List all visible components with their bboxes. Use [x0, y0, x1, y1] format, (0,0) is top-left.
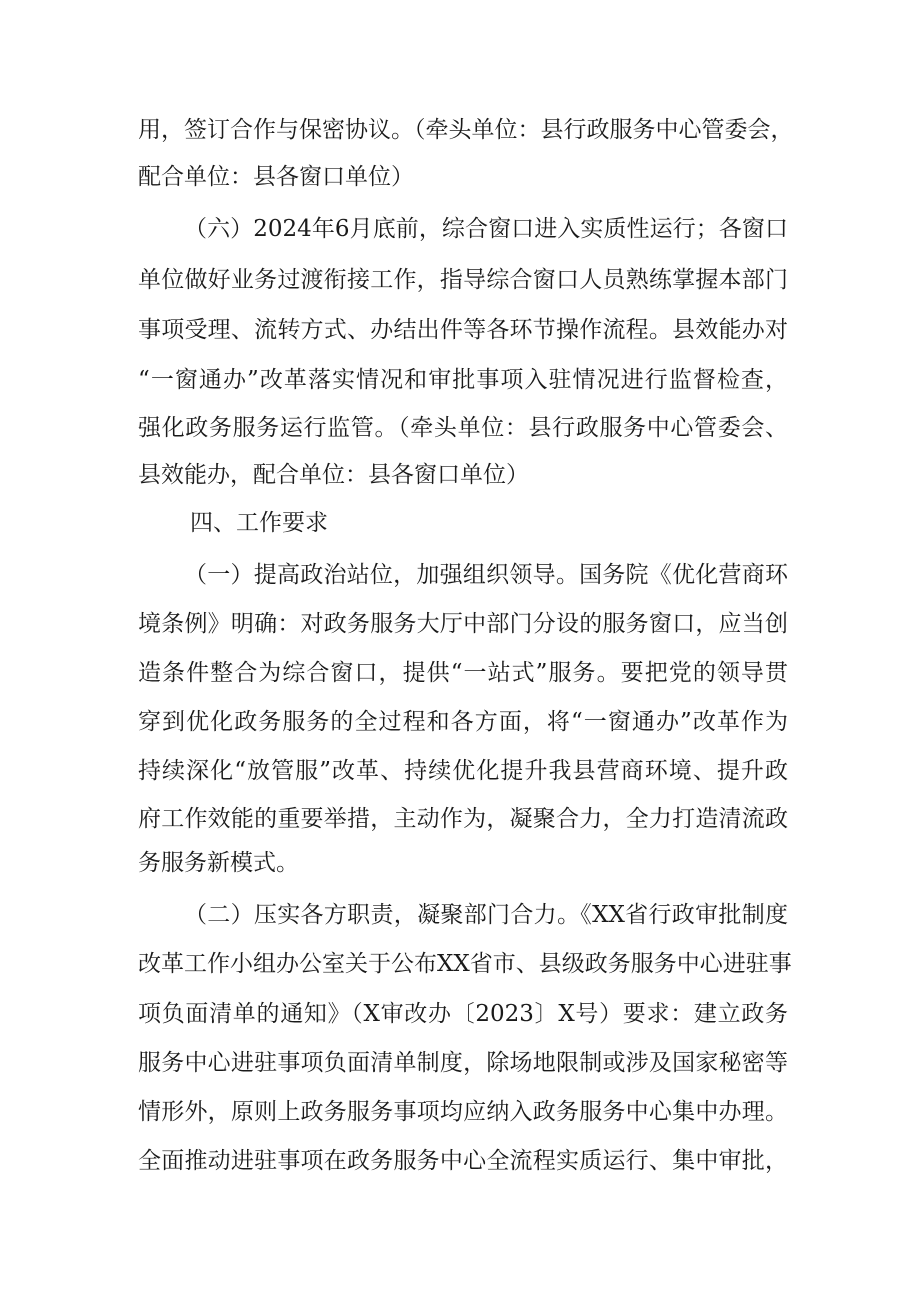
text-line: 县效能办，配合单位：县各窗口单位） [138, 462, 529, 488]
text-line: 府工作效能的重要举措，主动作为，凝聚合力，全力打造清流政 [138, 806, 788, 832]
text-line: “一窗通办”改革落实情况和审批事项入驻情况进行监督检查， [138, 367, 788, 393]
text-line: 服务中心进驻事项负面清单制度，除场地限制或涉及国家秘密等 [138, 1050, 788, 1076]
text-line: 用，签订合作与保密协议。（牵头单位：县行政服务中心管委会， [138, 117, 794, 143]
text-line: 境条例》明确：对政务服务大厅中部门分设的服务窗口，应当创 [138, 611, 788, 637]
text-line: 事项受理、流转方式、办结出件等各环节操作流程。县效能办对 [138, 317, 788, 343]
section-heading: 四、工作要求 [190, 510, 328, 536]
text-line: 单位做好业务过渡衔接工作，指导综合窗口人员熟练掌握本部门 [138, 267, 788, 293]
text-line: 改革工作小组办公室关于公布XX省市、县级政务服务中心进驻事 [138, 951, 792, 977]
text-line: 强化政务服务运行监管。（牵头单位：县行政服务中心管委会、 [138, 415, 788, 441]
text-line: 项负面清单的通知》（X审改办〔2023〕X号）要求：建立政务 [138, 1001, 788, 1027]
text-line: 情形外，原则上政务服务事项均应纳入政务服务中心集中办理。 [138, 1099, 788, 1125]
text-line: 全面推动进驻事项在政务服务中心全流程实质运行、集中审批， [138, 1148, 788, 1174]
text-line: 务服务新模式。 [138, 850, 299, 876]
text-line: 穿到优化政务服务的全过程和各方面，将“一窗通办”改革作为 [138, 709, 788, 735]
text-line: 持续深化“放管服”改革、持续优化提升我县营商环境、提升政 [138, 758, 788, 784]
paragraph-first-line: （二）压实各方职责，凝聚部门合力。《XX省行政审批制度 [184, 902, 788, 928]
paragraph-first-line: （六）2024年6月底前，综合窗口进入实质性运行；各窗口 [184, 216, 788, 242]
text-line: 造条件整合为综合窗口，提供“一站式”服务。要把党的领导贯 [138, 660, 788, 686]
paragraph-first-line: （一）提高政治站位，加强组织领导。国务院《优化营商环 [184, 562, 788, 588]
text-line: 配合单位：县各窗口单位） [138, 164, 414, 190]
